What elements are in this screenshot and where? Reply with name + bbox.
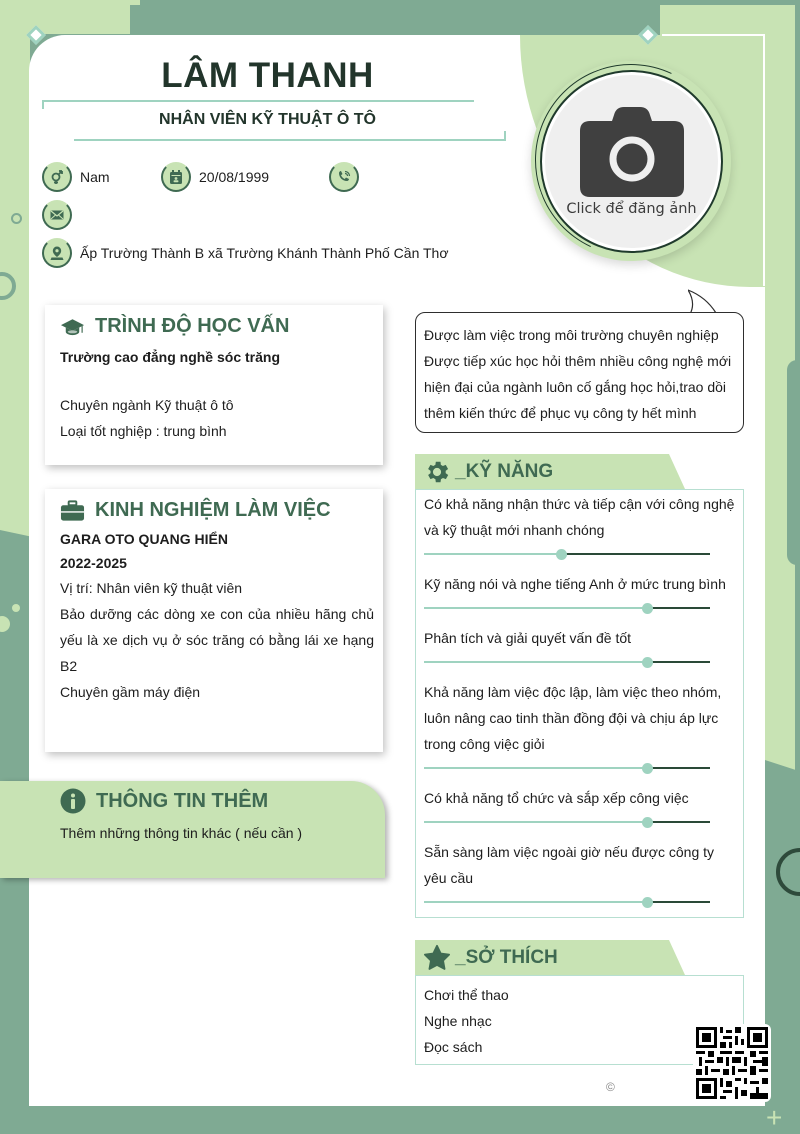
skill-text[interactable]: Có khả năng tổ chức và sắp xếp công việc (424, 790, 689, 806)
candidate-name[interactable]: LÂM THANH (161, 56, 374, 95)
skill-item (416, 785, 743, 827)
avatar-upload[interactable] (540, 70, 723, 253)
divider (42, 100, 44, 109)
address-value: Ấp Trường Thành B xã Trường Khánh Thành Phố Cần Thơ (80, 245, 449, 261)
star-icon (423, 944, 451, 972)
bg-shape-left-slant (0, 530, 30, 576)
additional-info-title: THÔNG TIN THÊM (96, 789, 269, 812)
career-objective[interactable] (415, 312, 744, 433)
birthday-value: 20/08/1999 (199, 169, 270, 185)
objective-line: Được tiếp xúc học hỏi thêm nhiều công nghệ mới (424, 353, 732, 369)
info-icon (60, 788, 86, 814)
bg-shape-left-bottom (0, 875, 30, 1134)
spacer (60, 370, 368, 392)
objective-line: hiện đại của ngành luôn cố gắng học hỏi,trao dồi (424, 379, 727, 395)
objective-line: thêm kiến thức để phục vụ công ty hết mình (424, 405, 697, 421)
graduation-cap-icon (60, 316, 85, 338)
hobbies-title: _SỞ THÍCH (455, 946, 558, 968)
divider (74, 139, 506, 141)
slider-thumb[interactable] (642, 763, 653, 774)
work-description[interactable]: Bảo dưỡng các dòng xe con của nhiều hãng chủ yếu là xe dịch vụ ở sóc trăng có bằng lái xe hạng B2 (60, 606, 374, 674)
gear-icon (423, 458, 451, 486)
experience-section (45, 489, 383, 752)
skill-item (416, 571, 743, 613)
objective-line: Được làm việc trong môi trường chuyên nghiệp (424, 327, 719, 343)
skill-text[interactable]: Kỹ năng nói và nghe tiếng Anh ở mức trung bình (424, 576, 726, 592)
bg-ring-right (776, 848, 800, 896)
skill-text[interactable]: Phân tích và giải quyết vấn đề tốt (424, 630, 632, 646)
slider-thumb[interactable] (642, 657, 653, 668)
education-header (60, 315, 368, 338)
additional-info-section (0, 781, 385, 878)
divider (42, 100, 474, 102)
camera-icon (580, 107, 684, 197)
briefcase-icon (60, 500, 85, 522)
skill-item (416, 625, 743, 667)
skill-item (416, 839, 743, 907)
qr-code[interactable] (693, 1024, 771, 1102)
work-period[interactable]: 2022-2025 (60, 555, 127, 571)
skill-text[interactable]: Có khả năng nhận thức và tiếp cận với công nghệ và kỹ thuật mới nhanh chóng (424, 496, 735, 538)
plus-decoration: + (766, 1102, 783, 1133)
frame-line (763, 34, 765, 286)
bg-pill-right (787, 360, 800, 565)
bg-ring-small (11, 213, 22, 224)
calendar-icon (161, 162, 191, 192)
hobbies-header (415, 940, 558, 975)
work-specialty[interactable]: Chuyên gầm máy điện (60, 684, 201, 700)
slider-thumb[interactable] (642, 603, 653, 614)
slider-thumb[interactable] (642, 897, 653, 908)
experience-title: KINH NGHIỆM LÀM VIỆC (95, 499, 331, 521)
gender-value: Nam (80, 169, 110, 185)
bg-shape-left (0, 0, 30, 540)
skill-slider[interactable] (424, 817, 710, 827)
divider (504, 131, 506, 141)
work-position[interactable]: Vị trí: Nhân viên kỹ thuật viên (60, 580, 243, 596)
info-address[interactable] (42, 238, 449, 268)
education-section (45, 305, 383, 465)
frame-line (662, 34, 765, 36)
skill-slider[interactable] (424, 549, 710, 559)
company-name[interactable]: GARA OTO QUANG HIỂN (60, 531, 229, 547)
qr-code-icon (696, 1027, 768, 1099)
major[interactable]: Chuyên ngành Kỹ thuật ô tô (60, 397, 234, 413)
education-title: TRÌNH ĐỘ HỌC VẤN (95, 315, 290, 337)
hobby-item[interactable]: Đọc sách (424, 1039, 483, 1055)
gender-icon (42, 162, 72, 192)
slider-thumb[interactable] (642, 817, 653, 828)
job-title[interactable]: NHÂN VIÊN KỸ THUẬT Ô TÔ (159, 111, 376, 128)
info-birthday[interactable] (161, 162, 269, 192)
additional-info-header (60, 788, 268, 814)
skills-title: _KỸ NĂNG (455, 460, 554, 482)
skills-section (415, 489, 744, 918)
copyright-symbol: © (606, 1080, 615, 1094)
info-gender[interactable] (42, 162, 110, 192)
grade[interactable]: Loại tốt nghiệp : trung bình (60, 423, 227, 439)
skill-item (416, 679, 743, 773)
bg-shape-top-left (0, 0, 140, 34)
phone-icon (329, 162, 359, 192)
skill-slider[interactable] (424, 603, 710, 613)
skill-text[interactable]: Khả năng làm việc độc lập, làm việc theo nhóm, luôn nâng cao tinh thần đồng đội và chịu áp lực trong công việc giỏi (424, 684, 722, 752)
additional-info-text[interactable]: Thêm những thông tin khác ( nếu cần ) (60, 825, 303, 841)
hobby-item[interactable]: Nghe nhạc (424, 1013, 492, 1029)
info-email[interactable] (42, 200, 80, 230)
hobby-item[interactable]: Chơi thể thao (424, 987, 509, 1003)
info-phone[interactable] (329, 162, 367, 192)
skill-slider[interactable] (424, 657, 710, 667)
avatar-label: Click để đăng ảnh (566, 200, 697, 217)
skill-item (416, 491, 743, 559)
skill-slider[interactable] (424, 897, 710, 907)
school-name[interactable]: Trường cao đẳng nghề sóc trăng (60, 349, 281, 365)
bg-dot (12, 604, 20, 612)
bg-shape-top (130, 5, 670, 35)
slider-thumb[interactable] (556, 549, 567, 560)
skill-text[interactable]: Sẵn sàng làm việc ngoài giờ nếu được công ty yêu cầu (424, 844, 715, 886)
skill-slider[interactable] (424, 763, 710, 773)
experience-header (60, 499, 374, 522)
skills-header (415, 454, 553, 489)
bg-dot (0, 616, 10, 632)
email-icon (42, 200, 72, 230)
location-pin-icon (42, 238, 72, 268)
